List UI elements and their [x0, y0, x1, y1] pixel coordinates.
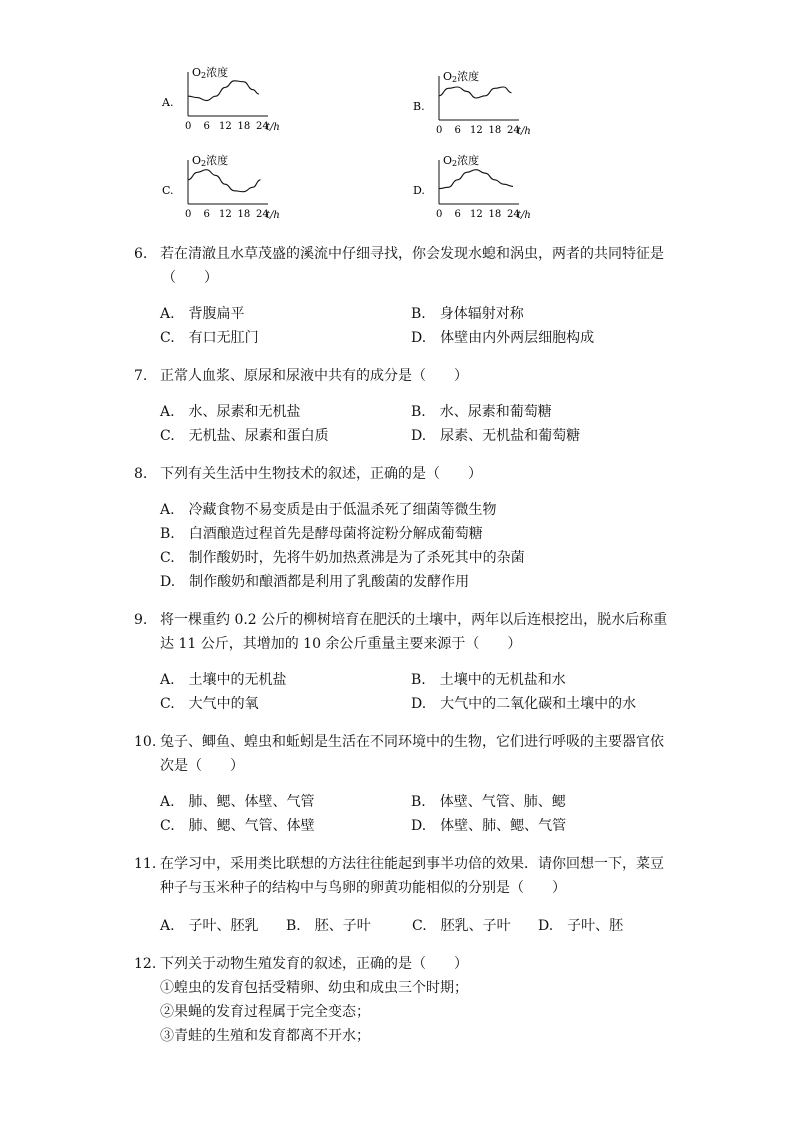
graph-tick-label: 24: [507, 125, 520, 136]
graph-x-unit: t/h: [266, 210, 280, 221]
question-number: 12.: [134, 956, 157, 972]
graph-letter: B.: [413, 100, 425, 113]
graph-tick-label: 18: [237, 209, 251, 220]
question-text-line: 正常人血浆、原尿和尿液中共有的成分是（ ）: [160, 368, 468, 384]
answer-option: B. 胚、子叶: [286, 918, 371, 934]
graph-tick-label: 24: [256, 121, 269, 132]
graph-tick-label: 0: [436, 125, 443, 136]
answer-option: C. 无机盐、尿素和蛋白质: [160, 428, 329, 444]
graph-tick-label: 0: [185, 209, 192, 220]
graph-option-b: [411, 66, 551, 138]
graph-x-unit: t/h: [517, 210, 531, 221]
question-text-line: 兔子、鲫鱼、蝗虫和蚯蚓是生活在不同环境中的生物，它们进行呼吸的主要器官依: [160, 734, 664, 750]
question-text-line: 达 11 公斤，其增加的 10 余公斤重量主要来源于（ ）: [160, 636, 522, 652]
graph-letter: C.: [162, 184, 174, 197]
graph-tick-label: 24: [256, 209, 269, 220]
answer-option: C. 肺、鳃、气管、体壁: [160, 818, 315, 834]
answer-option: B. 水、尿素和葡萄糖: [411, 404, 552, 420]
answer-option: D. 制作酸奶和酿酒都是利用了乳酸菌的发酵作用: [160, 574, 470, 590]
graph-tick-label: 18: [488, 125, 502, 136]
graph-tick-label: 12: [470, 125, 483, 136]
graph-y-label: O2浓度: [192, 66, 229, 80]
question-number: 11.: [134, 856, 157, 872]
question-text-line: ①蝗虫的发育包括受精卵、幼虫和成虫三个时期；: [160, 980, 468, 996]
answer-option: D. 体壁、肺、鳃、气管: [411, 818, 567, 834]
answer-option: B. 身体辐射对称: [411, 306, 524, 322]
answer-option: A. 水、尿素和无机盐: [160, 404, 301, 420]
graph-tick-label: 6: [454, 209, 461, 220]
graph-curve: [188, 81, 259, 101]
question-text-line: 将一棵重约 0.2 公斤的柳树培育在肥沃的土壤中，两年以后连根挖出，脱水后称重: [160, 612, 668, 628]
graph-curve: [439, 170, 513, 189]
answer-option: A. 子叶、胚乳: [160, 918, 259, 934]
question-number: 7.: [134, 368, 148, 384]
question-number: 8.: [134, 466, 148, 482]
graph-option-c: [160, 150, 300, 222]
question-number: 9.: [134, 612, 148, 628]
answer-option: B. 白酒酿造过程首先是酵母菌将淀粉分解成葡萄糖: [160, 526, 483, 542]
answer-option: D. 尿素、无机盐和葡萄糖: [411, 428, 581, 444]
question-text-line: 在学习中，采用类比联想的方法往往能起到事半功倍的效果．请你回想一下，菜豆: [160, 856, 664, 872]
graph-x-unit: t/h: [517, 126, 531, 137]
graph-tick-label: 6: [454, 125, 461, 136]
answer-option: C. 胚乳、子叶: [412, 918, 511, 934]
question-text-line: 下列有关生活中生物技术的叙述，正确的是（ ）: [160, 466, 482, 482]
graph-tick-label: 6: [203, 121, 210, 132]
answer-option: A. 背腹扁平: [160, 306, 245, 322]
question-text-line: 若在清澈且水草茂盛的溪流中仔细寻找，你会发现水螅和涡虫，两者的共同特征是: [160, 246, 664, 262]
graph-x-unit: t/h: [266, 122, 280, 133]
answer-option: B. 体壁、气管、肺、鳃: [411, 794, 566, 810]
answer-option: C. 大气中的氧: [160, 696, 259, 712]
answer-option: A. 肺、鳃、体壁、气管: [160, 794, 315, 810]
graph-curve: [188, 170, 260, 192]
answer-option: D. 大气中的二氧化碳和土壤中的水: [411, 696, 637, 712]
answer-option: C. 有口无肛门: [160, 330, 259, 346]
answer-option: A. 冷藏食物不易变质是由于低温杀死了细菌等微生物: [160, 502, 497, 518]
graph-tick-label: 12: [219, 121, 232, 132]
graph-tick-label: 18: [488, 209, 502, 220]
graph-letter: A.: [162, 96, 174, 109]
graph-tick-label: 0: [436, 209, 443, 220]
question-text-line: 下列关于动物生殖发育的叙述，正确的是（ ）: [160, 956, 468, 972]
question-text-line: ③青蛙的生殖和发育都离不开水；: [160, 1028, 370, 1044]
graph-y-label: O2浓度: [443, 154, 480, 168]
question-text-line: 种子与玉米种子的结构中与鸟卵的卵黄功能相似的分别是（ ）: [160, 880, 566, 896]
question-text-line: ②果蝇的发育过程属于完全变态；: [160, 1004, 370, 1020]
graph-tick-label: 6: [203, 209, 210, 220]
question-text-line: 次是（ ）: [160, 758, 244, 774]
question-number: 6.: [134, 246, 148, 262]
graph-option-a: [160, 62, 300, 134]
answer-option: C. 制作酸奶时，先将牛奶加热煮沸是为了杀死其中的杂菌: [160, 550, 525, 566]
graph-letter: D.: [413, 184, 425, 197]
graph-tick-label: 24: [507, 209, 520, 220]
answer-option: A. 土壤中的无机盐: [160, 672, 287, 688]
answer-option: B. 土壤中的无机盐和水: [411, 672, 566, 688]
graph-tick-label: 0: [185, 121, 192, 132]
graph-curve: [439, 87, 511, 98]
answer-option: D. 子叶、胚: [538, 918, 624, 934]
graph-tick-label: 12: [219, 209, 232, 220]
question-number: 10.: [134, 734, 157, 750]
graph-y-label: O2浓度: [443, 70, 480, 84]
graph-tick-label: 18: [237, 121, 251, 132]
graph-y-label: O2浓度: [192, 154, 229, 168]
graph-option-d: [411, 150, 551, 222]
graph-tick-label: 12: [470, 209, 483, 220]
question-text-line: （ ）: [162, 270, 218, 286]
answer-option: D. 体壁由内外两层细胞构成: [411, 330, 595, 346]
